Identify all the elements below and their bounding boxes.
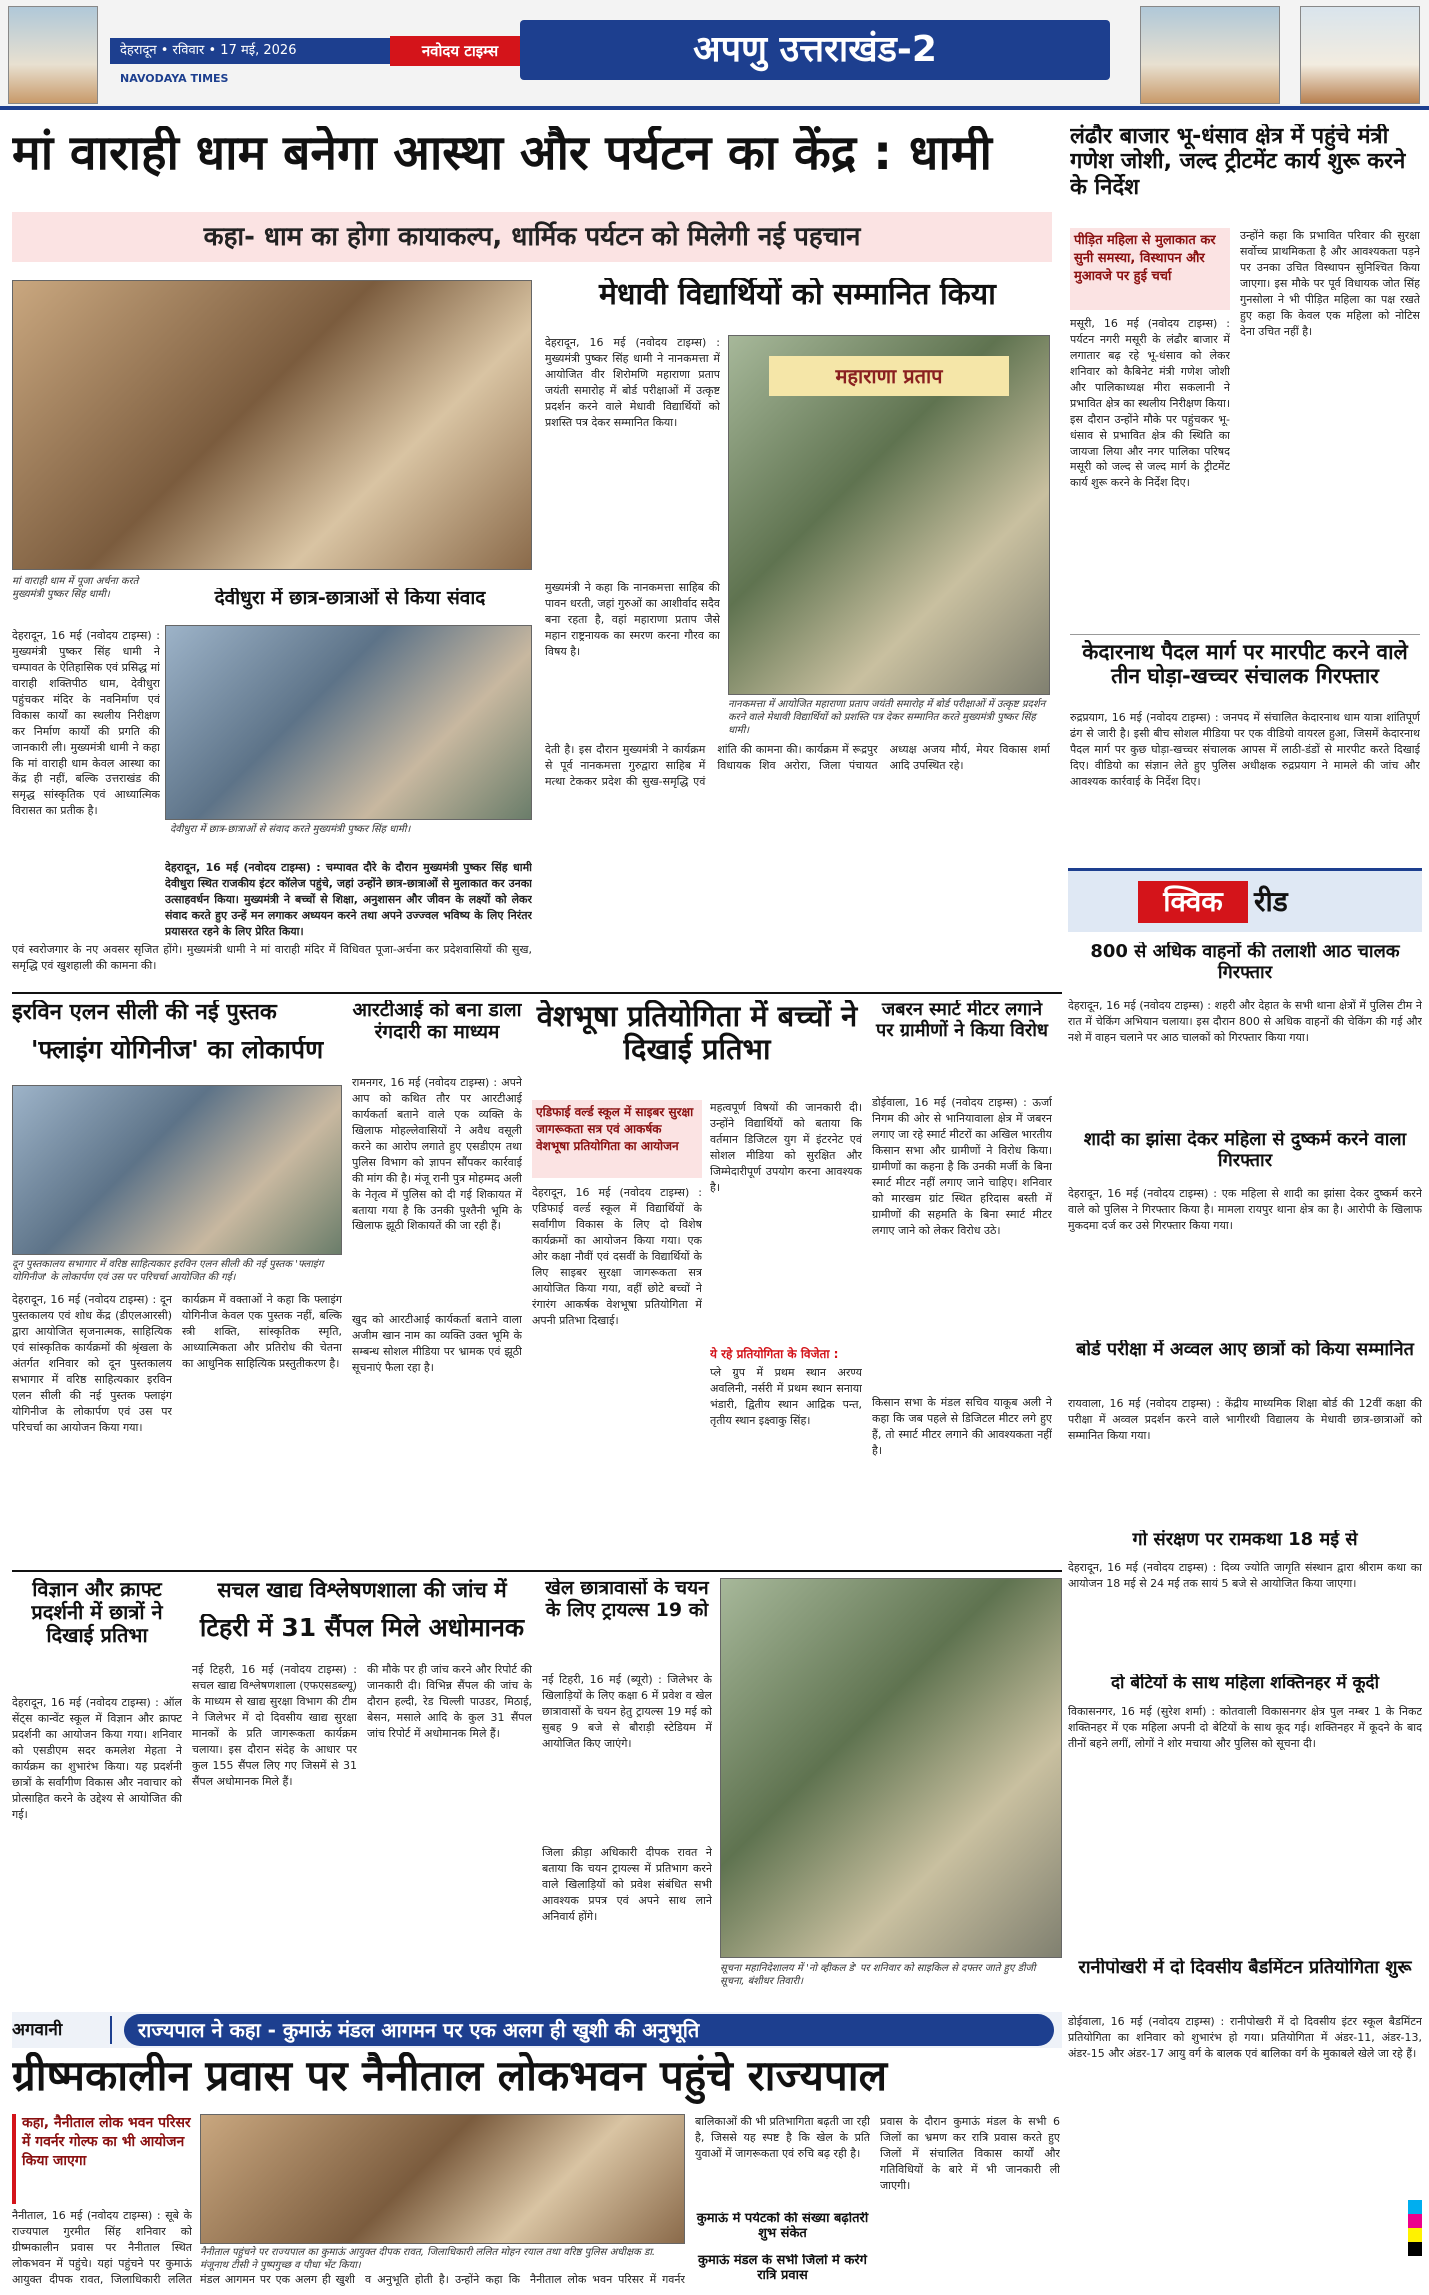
ganesh-body: मसूरी, 16 मई (नवोदय टाइम्स) : पर्यटन नगरी मसूरी के लंढौर बाजार में लगातार बढ़ रहे भू-धंसाव को लेकर शनिवार को कैबिनेट मंत्री गणेश जोशी और पालिकाध्यक्ष मीरा सकलानी ने प्रभावित क्षेत्र का स्थलीय निरीक्षण किया। इस दौरान उन्होंने मौके पर पहुंचकर भू-धंसाव से प्रभावित क्षेत्र की स्थिति का जायजा लिया और नगर पालिका परिषद मसूरी को जल्द से जल्द मार्ग के ट्रीटमेंट कार्य शुरू करने के निर्देश दिए।	[1070, 317, 1230, 490]
khadya-headline-1: सचल खाद्य विश्लेषणशाला की जांच में	[217, 1578, 507, 1602]
smartmeter-body-2: किसान सभा के मंडल सचिव याकूब अली ने कहा कि जब पहले से डिजिटल मीटर लगे हुए हैं, तो स्मार्ट मीटर लगाने की आवश्यकता नहीं है।	[872, 1396, 1052, 1457]
governor-body-3: बालिकाओं की भी प्रतिभागिता बढ़ती जा रही है, जिससे यह स्पष्ट है कि खेल के प्रति युवाओं में जागरूकता एवं रुचि बढ़ रही है।	[695, 2115, 870, 2160]
ganesh-body-2: उन्होंने कहा कि प्रभावित परिवार की सुरक्षा सर्वोच्च प्राथमिकता है और आवश्यकता पड़ने पर उनका उचित विस्थापन सुनिश्चित किया जाएगा। इस मौके पर पूर्व विधायक जोत सिंह गुनसोला ने भी पीड़ित महिला का पक्ष रखते हुए कहा कि केवल एक महिला को नोटिस देना उचित नहीं है।	[1240, 229, 1420, 338]
khel-headline: खेल छात्रावासों के चयन के लिए ट्रायल्स 19 को	[545, 1578, 709, 1621]
quickread-item-body: विकासनगर, 16 मई (सुरेश शर्मा) : कोतवाली विकासनगर क्षेत्र पुल नम्बर 1 के निकट शक्तिनहर में एक महिला अपनी दो बेटियों के साथ कूद गई। शक्तिनहर में कूदने के बाद तीनों बहने लगीं, लोगों ने शोर मचाया और पुलिस को सूचना दी।	[1068, 1705, 1422, 1750]
irwin-headline-2: 'फ्लाइंग योगिनीज' का लोकार्पण	[30, 1036, 324, 1064]
veshbhusha-body-2: महत्वपूर्ण विषयों की जानकारी दी। उन्होंने विद्यार्थियों को बताया कि वर्तमान डिजिटल युग में इंटरनेट एवं सोशल मीडिया को सुरक्षित और जिम्मेदारीपूर्ण उपयोग करना आवश्यक है।	[710, 1101, 862, 1194]
smartmeter-body: डोईवाला, 16 मई (नवोदय टाइम्स) : ऊर्जा निगम की ओर से भानियावाला क्षेत्र में जबरन लगाए जा रहे स्मार्ट मीटरों का अखिल भारतीय किसान सभा और ग्रामीणों ने विरोध किया। ग्रामीणों का कहना है कि उनकी मर्जी के बिना स्मार्ट मीटर नहीं लगाए जाने चाहिए। शनिवार को मारखम ग्रांट स्थित हरिदास बस्ती में ग्रामीणों की सहमति के बिना स्मार्ट मीटर लगाए जाने को लेकर विरोध उठे।	[872, 1096, 1052, 1237]
lead-body-3: एवं स्वरोजगार के नए अवसर सृजित होंगे। मुख्यमंत्री धामी ने मां वाराही मंदिर में विधिवत पूजा-अर्चना कर प्रदेशवासियों की सुख, समृद्धि एवं खुशहाली की कामना की।	[12, 943, 532, 972]
governor-body: नैनीताल, 16 मई (नवोदय टाइम्स) : सूबे के राज्यपाल गुरमीत सिंह शनिवार को ग्रीष्मकालीन प्रवास पर नैनीताल स्थित लोकभवन में पहुंचे। यहां पहुंचने पर कुमाऊं आयुक्त दीपक रावत, जिलाधिकारी ललित	[12, 2209, 192, 2286]
quickread-item-body: डोईवाला, 16 मई (नवोदय टाइम्स) : रानीपोखरी में दो दिवसीय इंटर स्कूल बैडमिंटन प्रतियोगिता का शनिवार को शुभारंभ हो गया। प्रतियोगिता में अंडर-11, अंडर-13, अंडर-15 और अंडर-17 आयु वर्ग के बालक एवं बालिका वर्ग के मुकाबले खेले जा रहे हैं।	[1068, 2015, 1422, 2060]
medhavi-banner: महाराणा प्रताप	[769, 356, 1009, 396]
lead-photo-caption: मां वाराही धाम में पूजा अर्चना करते मुख्यमंत्री पुष्कर सिंह धामी।	[12, 576, 139, 600]
divider	[1070, 634, 1420, 635]
cycle-photo	[720, 1578, 1062, 1958]
khadya-headline-2: टिहरी में 31 सैंपल मिले अधोमानक	[199, 1614, 525, 1642]
medhavi-body-1: देहरादून, 16 मई (नवोदय टाइम्स) : मुख्यमंत्री पुष्कर सिंह धामी ने नानकमत्ता में आयोजित वीर शिरोमणि महाराणा प्रताप जयंती समारोह में बोर्ड परीक्षाओं में उत्कृष्ट प्रदर्शन करने वाले मेधावी विद्यार्थियों को प्रशस्ति पत्र देकर सम्मानित किया।	[545, 336, 720, 429]
irwin-body-2: कार्यक्रम में वक्ताओं ने कहा कि फ्लाइंग योगिनीज केवल एक पुस्तक नहीं, बल्कि स्त्री शक्ति, सांस्कृतिक स्मृति, आध्यात्मिकता और प्रतिरोध की चेतना का आधुनिक साहित्यिक प्रस्तुतीकरण है।	[182, 1293, 342, 1370]
print-registration-marks	[1408, 2200, 1422, 2260]
smartmeter-headline: जबरन स्मार्ट मीटर लगाने पर ग्रामीणों ने किया विरोध	[876, 1000, 1048, 1041]
temple-emblem-left	[8, 6, 98, 104]
irwin-photo	[12, 1085, 342, 1255]
irwin-headline-1: इरविन एलन सीली की नई पुस्तक	[12, 1000, 277, 1025]
rti-body-2: खुद को आरटीआई कार्यकर्ता बताने वाला अजीम खान नाम का व्यक्ति उक्त भूमि के सम्बन्ध सोशल मीडिया पर भ्रामक एवं झूठी सूचनाएं फैला रहा है।	[352, 1313, 522, 1374]
quickread-item-head: दो बेटियों के साथ महिला शक्तिनहर में कूदी	[1111, 1674, 1379, 1693]
lead-body-2: देहरादून, 16 मई (नवोदय टाइम्स) : चम्पावत दौरे के दौरान मुख्यमंत्री पुष्कर सिंह धामी देवीधुरा स्थित राजकीय इंटर कॉलेज पहुंचे, जहां उन्होंने छात्र-छात्राओं से मुलाकात कर उनका उत्साहवर्धन किया। मुख्यमंत्री ने बच्चों से शिक्षा, अनुशासन और जीवन के लक्ष्यों को लेकर संवाद करते हुए उन्हें मन लगाकर अध्ययन करने तथा अपने उज्ज्वल भविष्य के लिए निरंतर प्रयासरत रहने के लिए प्रेरित किया।	[165, 861, 532, 938]
quickread-header	[1068, 868, 1422, 932]
khel-body: नई टिहरी, 16 मई (ब्यूरो) : जिलेभर के खिलाड़ियों के लिए कक्षा 6 में प्रवेश व खेल छात्रावासों के चयन हेतु ट्रायल्स 19 मई को सुबह 9 बजे से बौराड़ी स्टेडियम में आयोजित किए जाएंगे।	[542, 1673, 712, 1750]
irwin-body: देहरादून, 16 मई (नवोदय टाइम्स) : दून पुस्तकालय एवं शोध केंद्र (डीएलआरसी) द्वारा आयोजित सृजनात्मक, साहित्यिक एवं सांस्कृतिक कार्यक्रमों की श्रृंखला के अंतर्गत शनिवार को दून पुस्तकालय सभागार में वरिष्ठ साहित्यकार इरविन एलन सीली की नई पुस्तक फ्लाइंग योगिनीज के लोकार्पण एवं उस पर परिचर्चा का आयोजन किया गया।	[12, 1293, 172, 1434]
quickread-item-head: रानीपोखरी में दो दिवसीय बैडमिंटन प्रतियोगिता शुरू	[1078, 1958, 1412, 1978]
quickread-item-head: बोर्ड परीक्षा में अव्वल आए छात्रों को किया सम्मानित	[1076, 1340, 1414, 1360]
governor-kicker: अगवानी	[12, 2016, 112, 2044]
lead-subhead-2: देवीधुरा में छात्र-छात्राओं से किया संवाद	[214, 588, 486, 609]
quickread-item-body: रायवाला, 16 मई (नवोदय टाइम्स) : केंद्रीय माध्यमिक शिक्षा बोर्ड की 12वीं कक्षा की परीक्षा में अव्वल प्रदर्शन करने वाले भागीरथी विद्यालय के मेधावी छात्र-छात्राओं को सम्मानित किया गया।	[1068, 1397, 1422, 1442]
governor-caption: नैनीताल पहुंचने पर राज्यपाल का कुमाऊं आयुक्त दीपक रावत, जिलाधिकारी ललित मोहन रयाल तथा वरिष्ठ पुलिस अधीक्षक डा. मंजूनाथ टीसी ने पुष्पगुच्छ व पौधा भेंट किया।	[200, 2247, 656, 2271]
governor-body-4: प्रवास के दौरान कुमाऊं मंडल के सभी 6 जिलों का भ्रमण कर रात्रि प्रवास करते हुए जिलों में संचालित विकास कार्यों और गतिविधियों के बारे में भी जानकारी ली जाएगी।	[880, 2115, 1060, 2192]
yellow-swatch	[1408, 2228, 1422, 2242]
veshbhusha-winners: प्ले ग्रुप में प्रथम स्थान अरण्य अवलिनी, नर्सरी में प्रथम स्थान सनाया भंडारी, द्वितीय स्थान आद्रिक पन्त, तृतीय स्थान इक्ष्वाकु सिंह।	[710, 1366, 862, 1427]
quickread-item-body: देहरादून, 16 मई (नवोदय टाइम्स) : एक महिला से शादी का झांसा देकर दुष्कर्म करने वाले को पुलिस ने गिरफ्तार किया है। मामला रायपुर थाना क्षेत्र का है। आरोपी के खिलाफ मुकदमा दर्ज कर उसे गिरफ्तार किया गया।	[1068, 1187, 1422, 1232]
quickread-title-b: रीड	[1254, 885, 1288, 918]
quickread-title-a: क्विक	[1138, 881, 1248, 923]
masthead	[0, 0, 1429, 110]
lead-subhead: कहा- धाम का होगा कायाकल्प, धार्मिक पर्यटन को मिलेगी नई पहचान	[12, 212, 1052, 262]
khadya-body: नई टिहरी, 16 मई (नवोदय टाइम्स) : सचल खाद्य विश्लेषणशाला (एफएसडब्ल्यू) के माध्यम से खाद्य सुरक्षा विभाग की टीम ने जिलेभर में दो दिवसीय खाद्य सुरक्षा मानकों के प्रति जागरूकता कार्यक्रम चलाया। इस दौरान संदेह के आधार पर कुल 155 सैंपल लिए गए जिसमें से 31 सैंपल अधोमानक मिले हैं।	[192, 1663, 357, 1788]
khel-body-2: जिला क्रीड़ा अधिकारी दीपक रावत ने बताया कि चयन ट्रायल्स में प्रतिभाग करने वाले खिलाड़ियों को प्रवेश संबंधित सभी आवश्यक प्रपत्र एवं अपने साथ लाने अनिवार्य होंगे।	[542, 1846, 712, 1923]
irwin-caption: दून पुस्तकालय सभागार में वरिष्ठ साहित्यकार इरविन एलन सीली की नई पुस्तक 'फ्लाइंग योगिनीज' के लोकार्पण एवं उस पर परिचर्चा आयोजित की गई।	[12, 1259, 324, 1283]
governor-photo	[200, 2114, 685, 2244]
lead-body-1: देहरादून, 16 मई (नवोदय टाइम्स) : मुख्यमंत्री पुष्कर सिंह धामी ने चम्पावत के ऐतिहासिक एवं प्रसिद्ध मां वाराही शक्तिपीठ धाम, देवीधुरा पहुंचकर मंदिर के नवनिर्माण एवं विकास कार्यों का स्थलीय निरीक्षण कर निर्माण कार्यों की प्रगति की जानकारी ली। मुख्यमंत्री धामी ने कहा कि मां वाराही धाम केवल आस्था का केंद्र ही नहीं, बल्कि उत्तराखंड की समृद्ध सांस्कृतिक एवं आध्यात्मिक विरासत का प्रतीक है।	[12, 629, 160, 818]
section-divider	[12, 1570, 1062, 1572]
rti-body: रामनगर, 16 मई (नवोदय टाइम्स) : अपने आप को कथित तौर पर आरटीआई कार्यकर्ता बताने वाले एक व्यक्ति के खिलाफ मोहल्लेवासियों ने अवैध वसूली करने का आरोप लगाते हुए एसडीएम तथा पुलिस विभाग को ज्ञापन सौंपकर कार्रवाई की मांग की है। मंजू रानी पुत्र मोहम्मद अली के नेतृत्व में पुलिस को दी गई शिकायत में बताया गया है कि उनकी पुश्तैनी भूमि के खिलाफ झूठी शिकायतें की जा रही हैं।	[352, 1076, 522, 1233]
temple-emblem-right-2	[1300, 6, 1420, 104]
cyan-swatch	[1408, 2200, 1422, 2214]
medhavi-headline: मेधावी विद्यार्थियों को सम्मानित किया	[599, 278, 996, 312]
black-swatch	[1408, 2242, 1422, 2256]
governor-subhead-b: कुमाऊं मंडल के सभी जिलों में करेंगे रात्रि प्रवास	[698, 2254, 867, 2283]
medhavi-body-2: मुख्यमंत्री ने कहा कि नानकमत्ता साहिब की पावन धरती, जहां गुरुओं का आशीर्वाद सदैव बना रहता है, वहां महाराणा प्रताप जैसे महान राष्ट्रनायक का स्मरण करना गौरव का विषय है।	[545, 581, 720, 658]
quickread-item-head: शादी का झांसा देकर महिला से दुष्कर्म करने वाला गिरफ्तार	[1083, 1130, 1407, 1171]
lead-photo-students	[165, 625, 532, 820]
vigyan-body: देहरादून, 16 मई (नवोदय टाइम्स) : ऑल सेंट्स कान्वेंट स्कूल में विज्ञान और क्राफ्ट प्रदर्शनी का आयोजन किया गया। शनिवार को एसडीएम सदर कमलेश मेहता ने कार्यक्रम का शुभारंभ किया। यह प्रदर्शनी छात्रों के सर्वांगीण विकास और नवाचार को प्रोत्साहित करने के उद्देश्य से आयोजित की गई।	[12, 1696, 182, 1821]
ganesh-headline: लंढौर बाजार भू-धंसाव क्षेत्र में पहुंचे मंत्री गणेश जोशी, जल्द ट्रीटमेंट कार्य शुरू करने के निर्देश	[1070, 124, 1406, 200]
ganesh-highlight: पीड़ित महिला से मुलाकात कर सुनी समस्या, विस्थापन और मुआवजे पर हुई चर्चा	[1070, 228, 1230, 310]
brand-logo: नवोदय टाइम्स	[390, 36, 530, 66]
kedarnath-headline: केदारनाथ पैदल मार्ग पर मारपीट करने वाले तीन घोड़ा-खच्चर संचालक गिरफ्तार	[1082, 640, 1408, 689]
temple-emblem-right	[1140, 6, 1280, 104]
lead-photo-puja	[12, 280, 532, 570]
quickread-item-head: गो संरक्षण पर रामकथा 18 मई से	[1132, 1530, 1358, 1550]
section-title: अपणु उत्तराखंड-2	[520, 20, 1110, 80]
governor-banner: राज्यपाल ने कहा - कुमाऊं मंडल आगमन पर एक अलग ही खुशी की अनुभूति	[124, 2014, 1054, 2046]
kedarnath-body: रुद्रप्रयाग, 16 मई (नवोदय टाइम्स) : जनपद में संचालित केदारनाथ धाम यात्रा शांतिपूर्ण ढंग से जारी है। इसी बीच सोशल मीडिया पर एक वीडियो वायरल हुआ, जिसमें केदारनाथ पैदल मार्ग पर कुछ घोड़ा-खच्चर संचालक आपस में लाठी-डंडों से मारपीट करते दिखाई दिए। वीडियो का संज्ञान लेते हुए पुलिस अधीक्षक रुद्रप्रयाग ने मामले की जांच और आवश्यक कार्रवाई के निर्देश दिए।	[1070, 711, 1420, 788]
veshbhusha-headline: वेशभूषा प्रतियोगिता में बच्चों ने दिखाई प्रतिभा	[536, 1000, 858, 1067]
section-divider	[12, 992, 1062, 994]
quickread-item-body: देहरादून, 16 मई (नवोदय टाइम्स) : शहरी और देहात के सभी थाना क्षेत्रों में पुलिस टीम ने रात में चेकिंग अभियान चलाया। इस दौरान 800 से अधिक वाहनों की चेकिंग की गई और नशे में वाहन चलाने पर आठ चालकों को गिरफ्तार किया गया।	[1068, 999, 1422, 1044]
governor-body-2: मंडल आगमन पर एक अलग ही खुशी व अनुभूति होती है। उन्होंने कहा कि नैनीताल लोक भवन परिसर में गवर्नर	[200, 2273, 685, 2286]
brand-subtitle: NAVODAYA TIMES	[120, 72, 229, 85]
lead-headline: मां वाराही धाम बनेगा आस्था और पर्यटन का केंद्र : धामी	[12, 126, 992, 181]
rti-headline: आरटीआई को बना डाला रंगदारी का माध्यम	[352, 1000, 522, 1043]
medhavi-caption: नानकमत्ता में आयोजित महाराणा प्रताप जयंती समारोह में बोर्ड परीक्षाओं में उत्कृष्ट प्रदर्शन करने वाले मेधावी विद्यार्थियों को प्रशस्ति पत्र देकर सम्मानित करते मुख्यमंत्री पुष्कर सिंह धामी।	[728, 699, 1046, 736]
cycle-caption: सूचना महानिदेशालय में 'नो व्हीकल डे' पर शनिवार को साइकिल से दफ्तर जाते हुए डीजी सूचना, बंशीधर तिवारी।	[720, 1963, 1036, 1987]
veshbhusha-winners-head: ये रहे प्रतियोगिता के विजेता :	[710, 1347, 839, 1361]
medhavi-photo	[728, 335, 1050, 695]
dateline: देहरादून • रविवार • 17 मई, 2026	[110, 38, 510, 64]
vigyan-headline: विज्ञान और क्राफ्ट प्रदर्शनी में छात्रों ने दिखाई प्रतिभा	[31, 1578, 163, 1647]
quickread-item-body: देहरादून, 16 मई (नवोदय टाइम्स) : दिव्य ज्योति जागृति संस्थान द्वारा श्रीराम कथा का आयोजन 18 मई से 24 मई तक सायं 5 बजे से आयोजित किया जाएगा।	[1068, 1561, 1422, 1590]
lead-photo2-caption: देवीधुरा में छात्र-छात्राओं से संवाद करते मुख्यमंत्री पुष्कर सिंह धामी।	[170, 824, 411, 835]
governor-sidehead: कहा, नैनीताल लोक भवन परिसर में गवर्नर गोल्फ का भी आयोजन किया जाएगा	[12, 2114, 192, 2204]
quickread-item-head: 800 से अधिक वाहनों की तलाशी आठ चालक गिरफ्तार	[1090, 942, 1400, 983]
khadya-body-2: की मौके पर ही जांच करने और रिपोर्ट की जानकारी दी। विभिन्न सैंपल की जांच के दौरान हल्दी, रेड चिल्ली पाउडर, मिठाई, बेसन, मसाले आदि के कुल 31 सैंपल जांच रिपोर्ट में अधोमानक मिले हैं।	[367, 1663, 532, 1740]
veshbhusha-highlight: एडिफाई वर्ल्ड स्कूल में साइबर सुरक्षा जागरूकता सत्र एवं आकर्षक वेशभूषा प्रतियोगिता का आयोजन	[532, 1100, 702, 1178]
governor-subhead-a: कुमाऊं में पर्यटकों की संख्या बढ़ोतरी शुभ संकेत	[696, 2212, 869, 2241]
veshbhusha-body: देहरादून, 16 मई (नवोदय टाइम्स) : एडिफाई वर्ल्ड स्कूल में विद्यार्थियों के सर्वांगीण विकास के लिए दो विशेष कार्यक्रमों का आयोजन किया गया। एक ओर कक्षा नौवीं एवं दसवीं के विद्यार्थियों के लिए साइबर सुरक्षा जागरूकता सत्र आयोजित किया गया, वहीं छोटे बच्चों ने रंगारंग आकर्षक वेशभूषा प्रतियोगिता में अपनी प्रतिभा दिखाई।	[532, 1186, 702, 1327]
governor-headline: ग्रीष्मकालीन प्रवास पर नैनीताल लोकभवन पहुंचे राज्यपाल	[12, 2052, 888, 2100]
magenta-swatch	[1408, 2214, 1422, 2228]
medhavi-body-3: देती है। इस दौरान मुख्यमंत्री ने कार्यक्रम से पूर्व नानकमत्ता गुरुद्वारा साहिब में मत्था टेककर प्रदेश की सुख-समृद्धि एवं शांति की कामना की। कार्यक्रम में रूद्रपुर विधायक शिव अरोरा, जिला पंचायत अध्यक्ष अजय मौर्य, मेयर विकास शर्मा आदि उपस्थित रहे।	[545, 743, 1050, 788]
governor-banner-row	[12, 2012, 1062, 2048]
